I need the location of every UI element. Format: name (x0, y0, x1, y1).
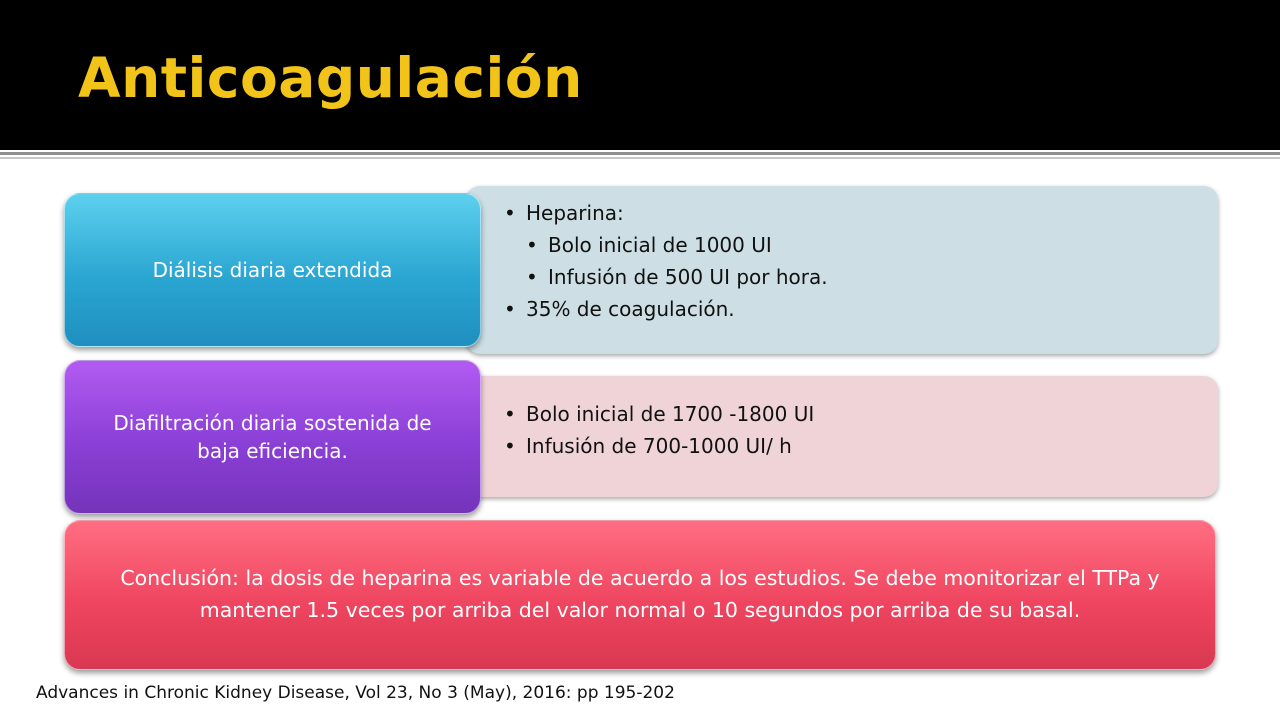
divider-line-secondary (0, 157, 1280, 159)
bullet-coagulation: • 35% de coagulación. (504, 297, 828, 321)
reference-citation: Advances in Chronic Kidney Disease, Vol 23, No 3 (May), 2016: pp 195-202 (36, 683, 675, 703)
divider-line (0, 152, 1280, 155)
bullet-initial-bolus: • Bolo inicial de 1000 UI (526, 233, 828, 257)
diafiltration-label: Diafiltración diaria sostenida de baja eficiencia. (113, 411, 432, 463)
dialysis-label: Diálisis diaria extendida (152, 258, 393, 282)
bullet-infusion: • Infusión de 500 UI por hora. (526, 265, 828, 289)
slide-title: Anticoagulación (78, 46, 583, 110)
bullet-heparin: • Heparina: (504, 201, 828, 225)
diafiltration-bullet-list (504, 402, 814, 466)
conclusion-box (64, 520, 1216, 670)
bullet-initial-bolus: • Bolo inicial de 1700 -1800 UI (504, 402, 814, 426)
bullet-infusion: • Infusión de 700-1000 UI/ h (504, 434, 814, 458)
dialysis-bullet-list (504, 201, 828, 329)
diafiltration-label-box (64, 360, 481, 514)
dialysis-label-box (64, 193, 481, 347)
conclusion-text: Conclusión: la dosis de heparina es variable de acuerdo a los estudios. Se debe monitorizar el TTPa y mantener 1.5 veces por arriba del valor normal o 10 segundos por arriba de su basal. (120, 566, 1160, 622)
